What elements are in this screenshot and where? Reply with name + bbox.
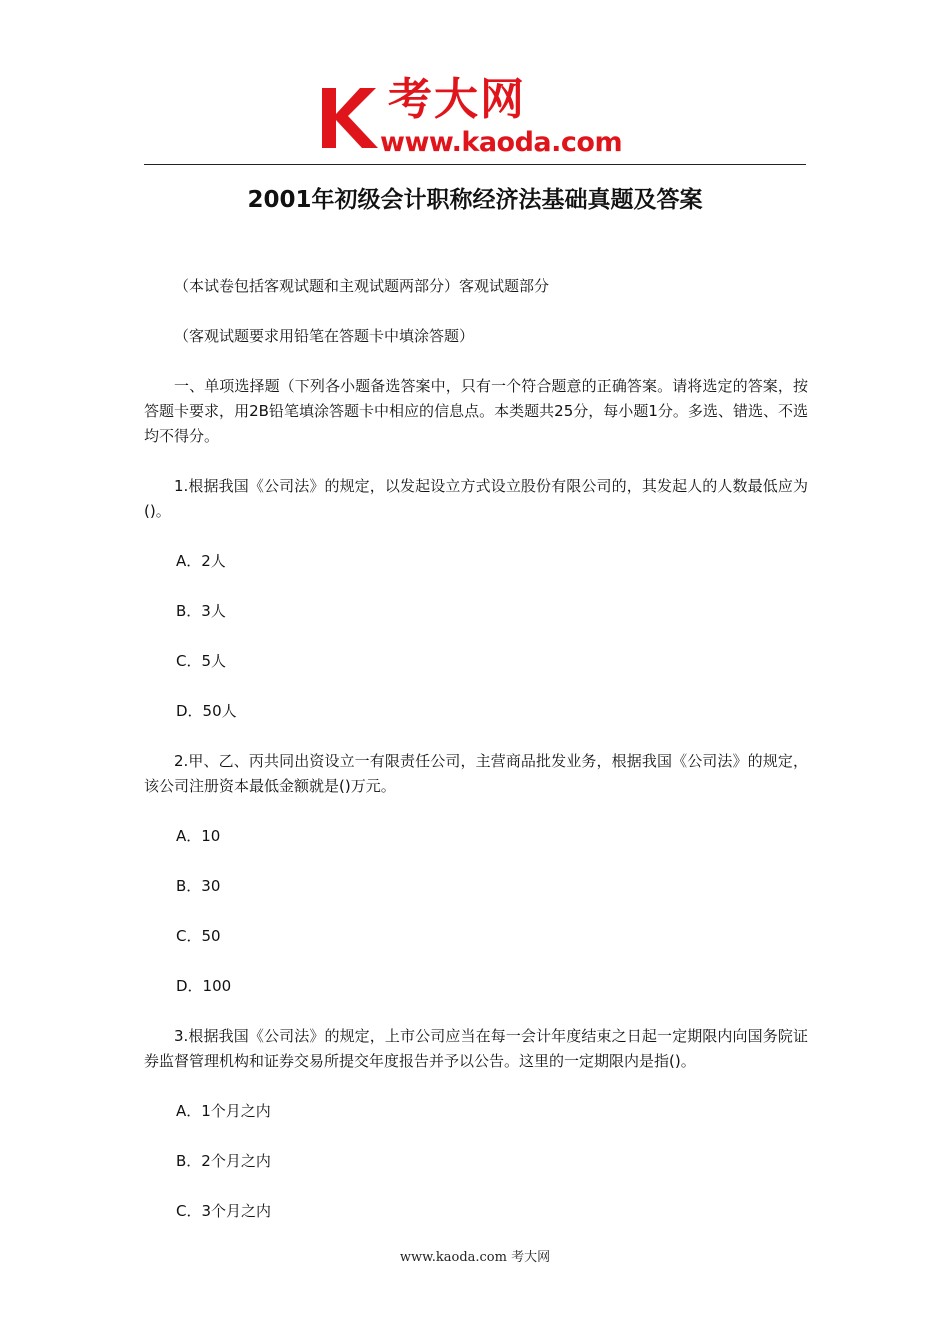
intro-line: （本试卷包括客观试题和主观试题两部分）客观试题部分 — [174, 277, 550, 295]
site-logo — [318, 74, 638, 160]
question-text: 2.甲、乙、丙共同出资设立一有限责任公司，主营商品批发业务，根据我国《公司法》的规定，该公司注册资本最低金额就是()万元。 — [144, 752, 808, 795]
intro-line: （客观试题要求用铅笔在答题卡中填涂答题） — [174, 327, 475, 345]
question-text: 3.根据我国《公司法》的规定，上市公司应当在每一会计年度结束之日起一定期限内向国务院证券监督管理机构和证券交易所提交年度报告并予以公告。这里的一定期限内是指()。 — [144, 1027, 808, 1070]
document-body — [144, 274, 808, 1249]
answer-option: B．30 — [176, 877, 221, 895]
document-title: 2001年初级会计职称经济法基础真题及答案 — [247, 187, 703, 213]
k-logo-icon — [318, 84, 380, 150]
header-divider — [144, 164, 806, 165]
answer-option: A．2人 — [176, 552, 226, 570]
answer-option: C．50 — [176, 927, 221, 945]
answer-option: B．2个月之内 — [176, 1152, 271, 1170]
question-text: 1.根据我国《公司法》的规定，以发起设立方式设立股份有限公司的，其发起人的人数最低应为()。 — [144, 477, 808, 520]
answer-option: B．3人 — [176, 602, 226, 620]
answer-option: C．5人 — [176, 652, 227, 670]
answer-option: A．10 — [176, 827, 221, 845]
answer-option: C．3个月之内 — [176, 1202, 272, 1220]
answer-option: D．100 — [176, 977, 232, 995]
logo-url: www.kaoda.com — [380, 127, 623, 158]
logo-title: 考大网 — [388, 74, 526, 125]
answer-option: D．50人 — [176, 702, 237, 720]
page-footer: www.kaoda.com 考大网 — [399, 1250, 551, 1265]
section-instruction: 一、单项选择题（下列各小题备选答案中，只有一个符合题意的正确答案。请将选定的答案，按答题卡要求，用2B铅笔填涂答题卡中相应的信息点。本类题共25分，每小题1分。多选、错选、不选均不得分。 — [144, 377, 808, 445]
answer-option: A．1个月之内 — [176, 1102, 271, 1120]
